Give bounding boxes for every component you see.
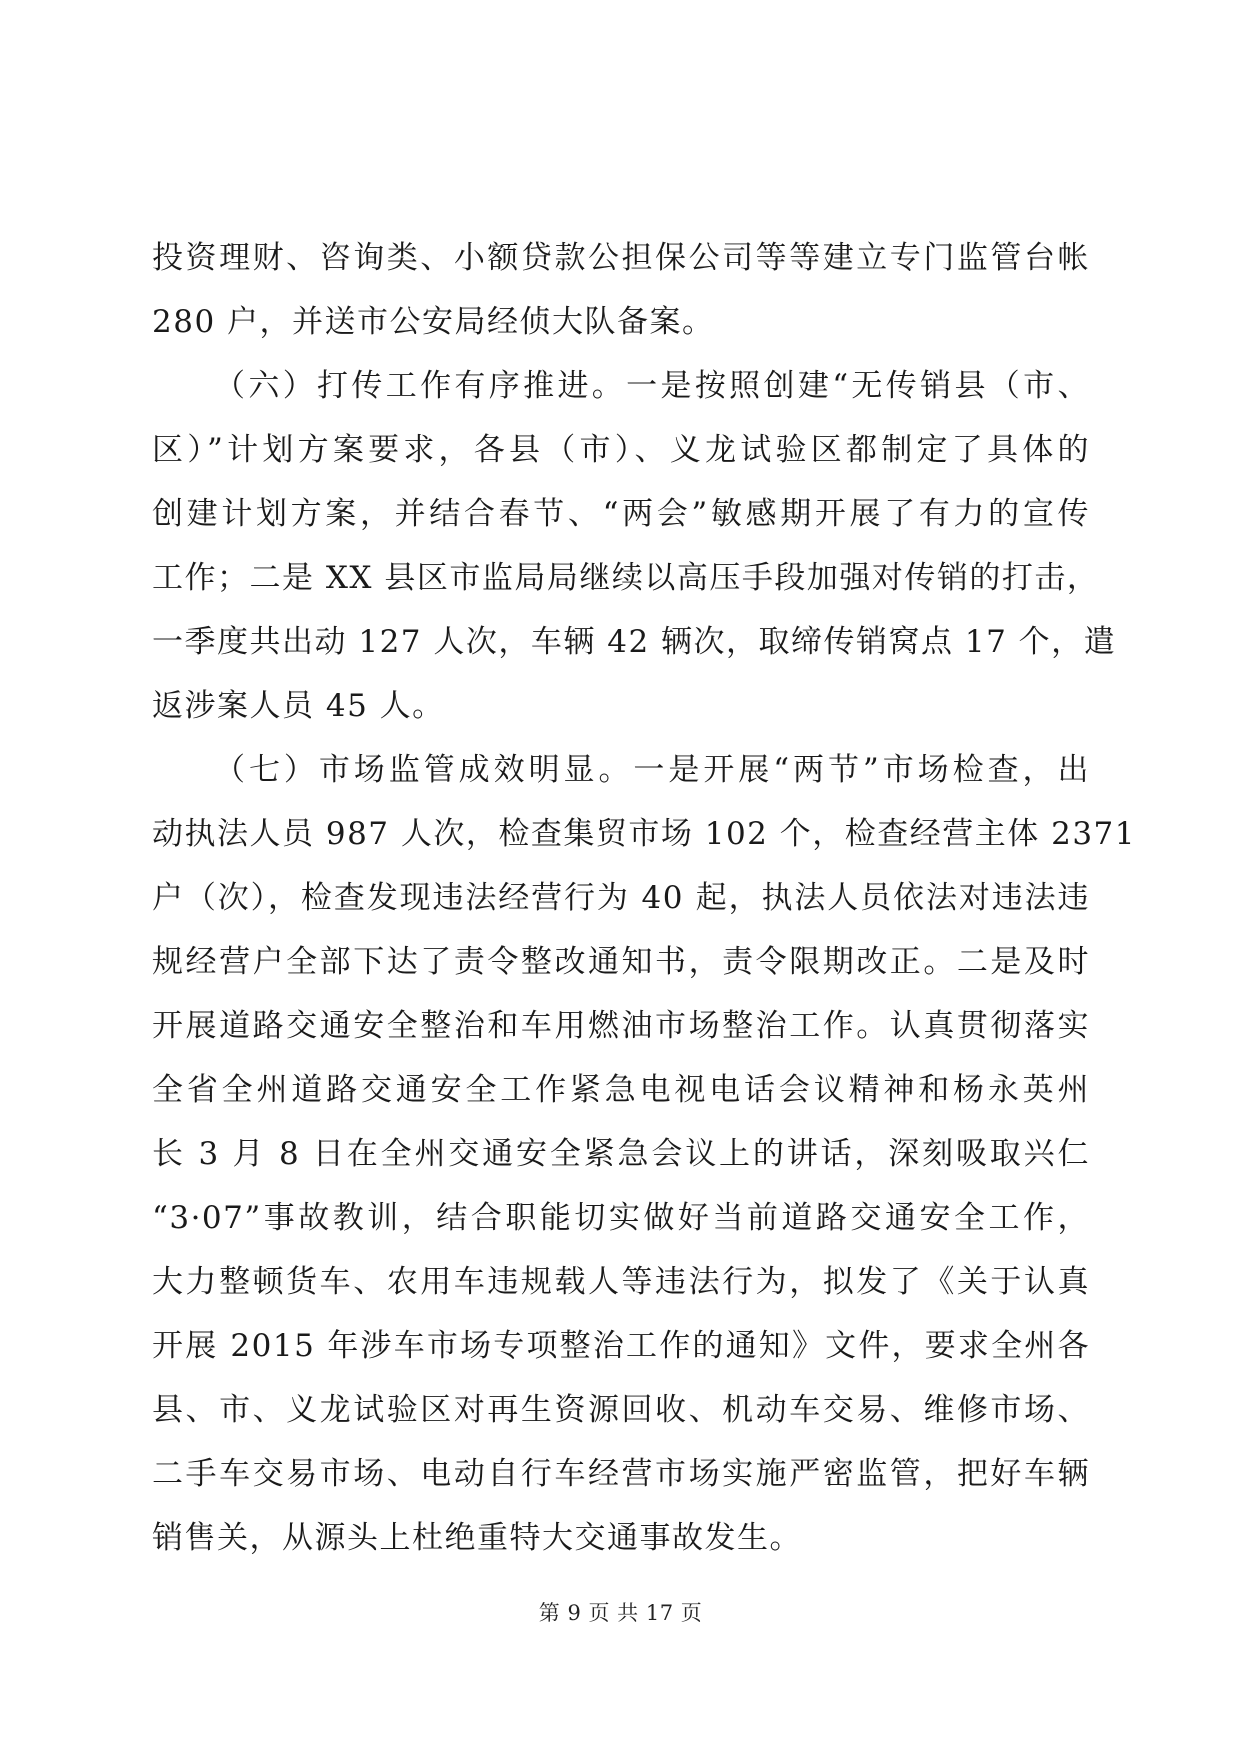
text-line: 规经营户全部下达了责令整改通知书，责令限期改正。二是及时	[152, 944, 1090, 980]
text-line: 动执法人员 987 人次，检查集贸市场 102 个，检查经营主体 2371	[152, 816, 1136, 852]
text-line: 返涉案人员 45 人。	[152, 688, 445, 724]
text-line: 户（次），检查发现违法经营行为 40 起，执法人员依法对违法违	[152, 880, 1090, 916]
page-number-label: 第 9 页 共 17 页	[538, 1601, 703, 1625]
text-line: 长 3 月 8 日在全州交通安全紧急会议上的讲话，深刻吸取兴仁	[152, 1136, 1090, 1172]
text-line: 280 户，并送市公安局经侦大队备案。	[152, 304, 715, 340]
text-line: 开展道路交通安全整治和车用燃油市场整治工作。认真贯彻落实	[152, 1008, 1090, 1044]
document-body	[152, 226, 1136, 1570]
text-line: 大力整顿货车、农用车违规载人等违法行为，拟发了《关于认真	[152, 1264, 1090, 1300]
paragraph-section-6	[152, 354, 1117, 738]
text-line: 工作；二是 XX 县区市监局局继续以高压手段加强对传销的打击，	[152, 560, 1100, 596]
text-line: 销售关，从源头上杜绝重特大交通事故发生。	[152, 1520, 802, 1556]
text-line: 投资理财、咨询类、小额贷款公担保公司等等建立专门监管台帐	[152, 240, 1090, 276]
text-line: （七）市场监管成效明显。一是开展“两节”市场检查，出	[214, 752, 1090, 788]
page-footer	[0, 1597, 1241, 1627]
text-line: “3·07”事故教训，结合职能切实做好当前道路交通安全工作，	[152, 1200, 1090, 1236]
text-line: （六）打传工作有序推进。一是按照创建“无传销县（市、	[214, 368, 1090, 404]
text-line: 二手车交易市场、电动自行车经营市场实施严密监管，把好车辆	[152, 1456, 1090, 1492]
paragraph-continuation	[152, 226, 1090, 354]
text-line: 开展 2015 年涉车市场专项整治工作的通知》文件，要求全州各	[152, 1328, 1090, 1364]
text-line: 全省全州道路交通安全工作紧急电视电话会议精神和杨永英州	[152, 1072, 1090, 1108]
text-line: 创建计划方案，并结合春节、“两会”敏感期开展了有力的宣传	[152, 496, 1090, 532]
text-line: 区）”计划方案要求，各县（市）、义龙试验区都制定了具体的	[152, 432, 1090, 468]
paragraph-section-7	[152, 738, 1136, 1570]
text-line: 县、市、义龙试验区对再生资源回收、机动车交易、维修市场、	[152, 1392, 1090, 1428]
text-line: 一季度共出动 127 人次，车辆 42 辆次，取缔传销窝点 17 个，遣	[152, 624, 1117, 660]
